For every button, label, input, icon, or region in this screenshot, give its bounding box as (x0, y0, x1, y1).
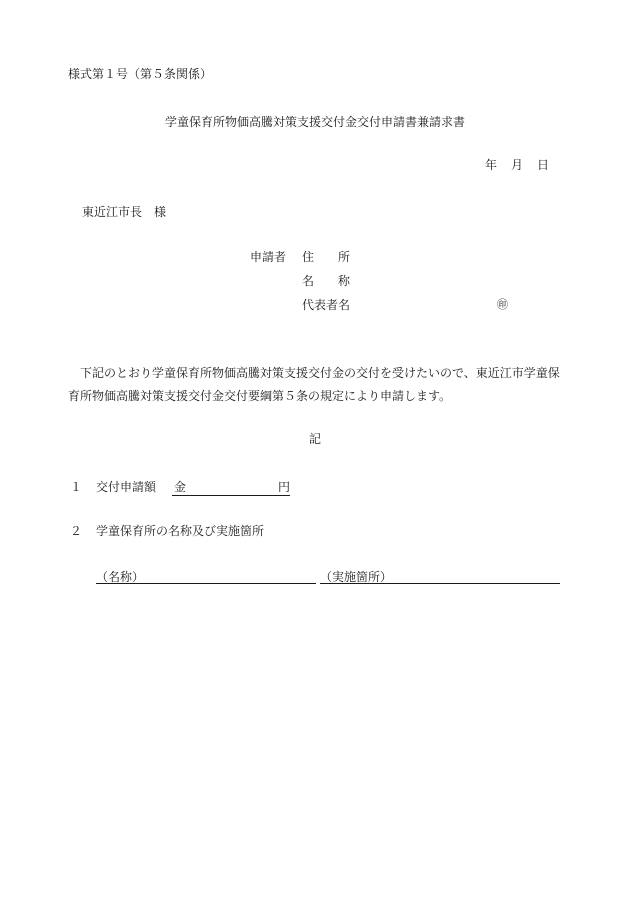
date-month-label: 月 (511, 158, 524, 172)
facility-site-field[interactable] (320, 583, 560, 584)
facility-name-field[interactable] (96, 583, 316, 584)
address-label: 住所 (302, 250, 375, 264)
document-title: 学童保育所物価高騰対策支援交付金交付申請書兼請求書 (164, 115, 465, 129)
representative-label: 代表者名 (302, 298, 351, 312)
seal-mark: ㊞ (497, 298, 508, 311)
item2-label: 学童保育所の名称及び実施箇所 (96, 524, 265, 538)
form-number: 様式第１号（第５条関係） (68, 67, 213, 81)
date-day-label: 日 (537, 158, 550, 172)
amount-field[interactable] (172, 495, 290, 496)
item1-label: 交付申請額 (96, 480, 157, 494)
amount-prefix: 金 (174, 480, 187, 494)
name-label: 名称 (302, 274, 375, 288)
applicant-label: 申請者 (250, 250, 287, 264)
facility-name-label: （名称） (96, 570, 145, 584)
addressee: 東近江市長 様 (82, 205, 167, 219)
item2-number: ２ (70, 524, 83, 538)
body-text: 下記のとおり学童保育所物価高騰対策支援交付金の交付を受けたいので、東近江市学童保育所物価高騰対策支援交付金交付要綱第５条の規定により申請します。 (68, 366, 560, 403)
amount-unit: 円 (278, 480, 291, 494)
facility-site-label: （実施箇所） (320, 570, 393, 584)
date-year-label: 年 (485, 158, 498, 172)
item1-number: １ (70, 480, 83, 494)
ki-heading: 記 (308, 432, 321, 446)
